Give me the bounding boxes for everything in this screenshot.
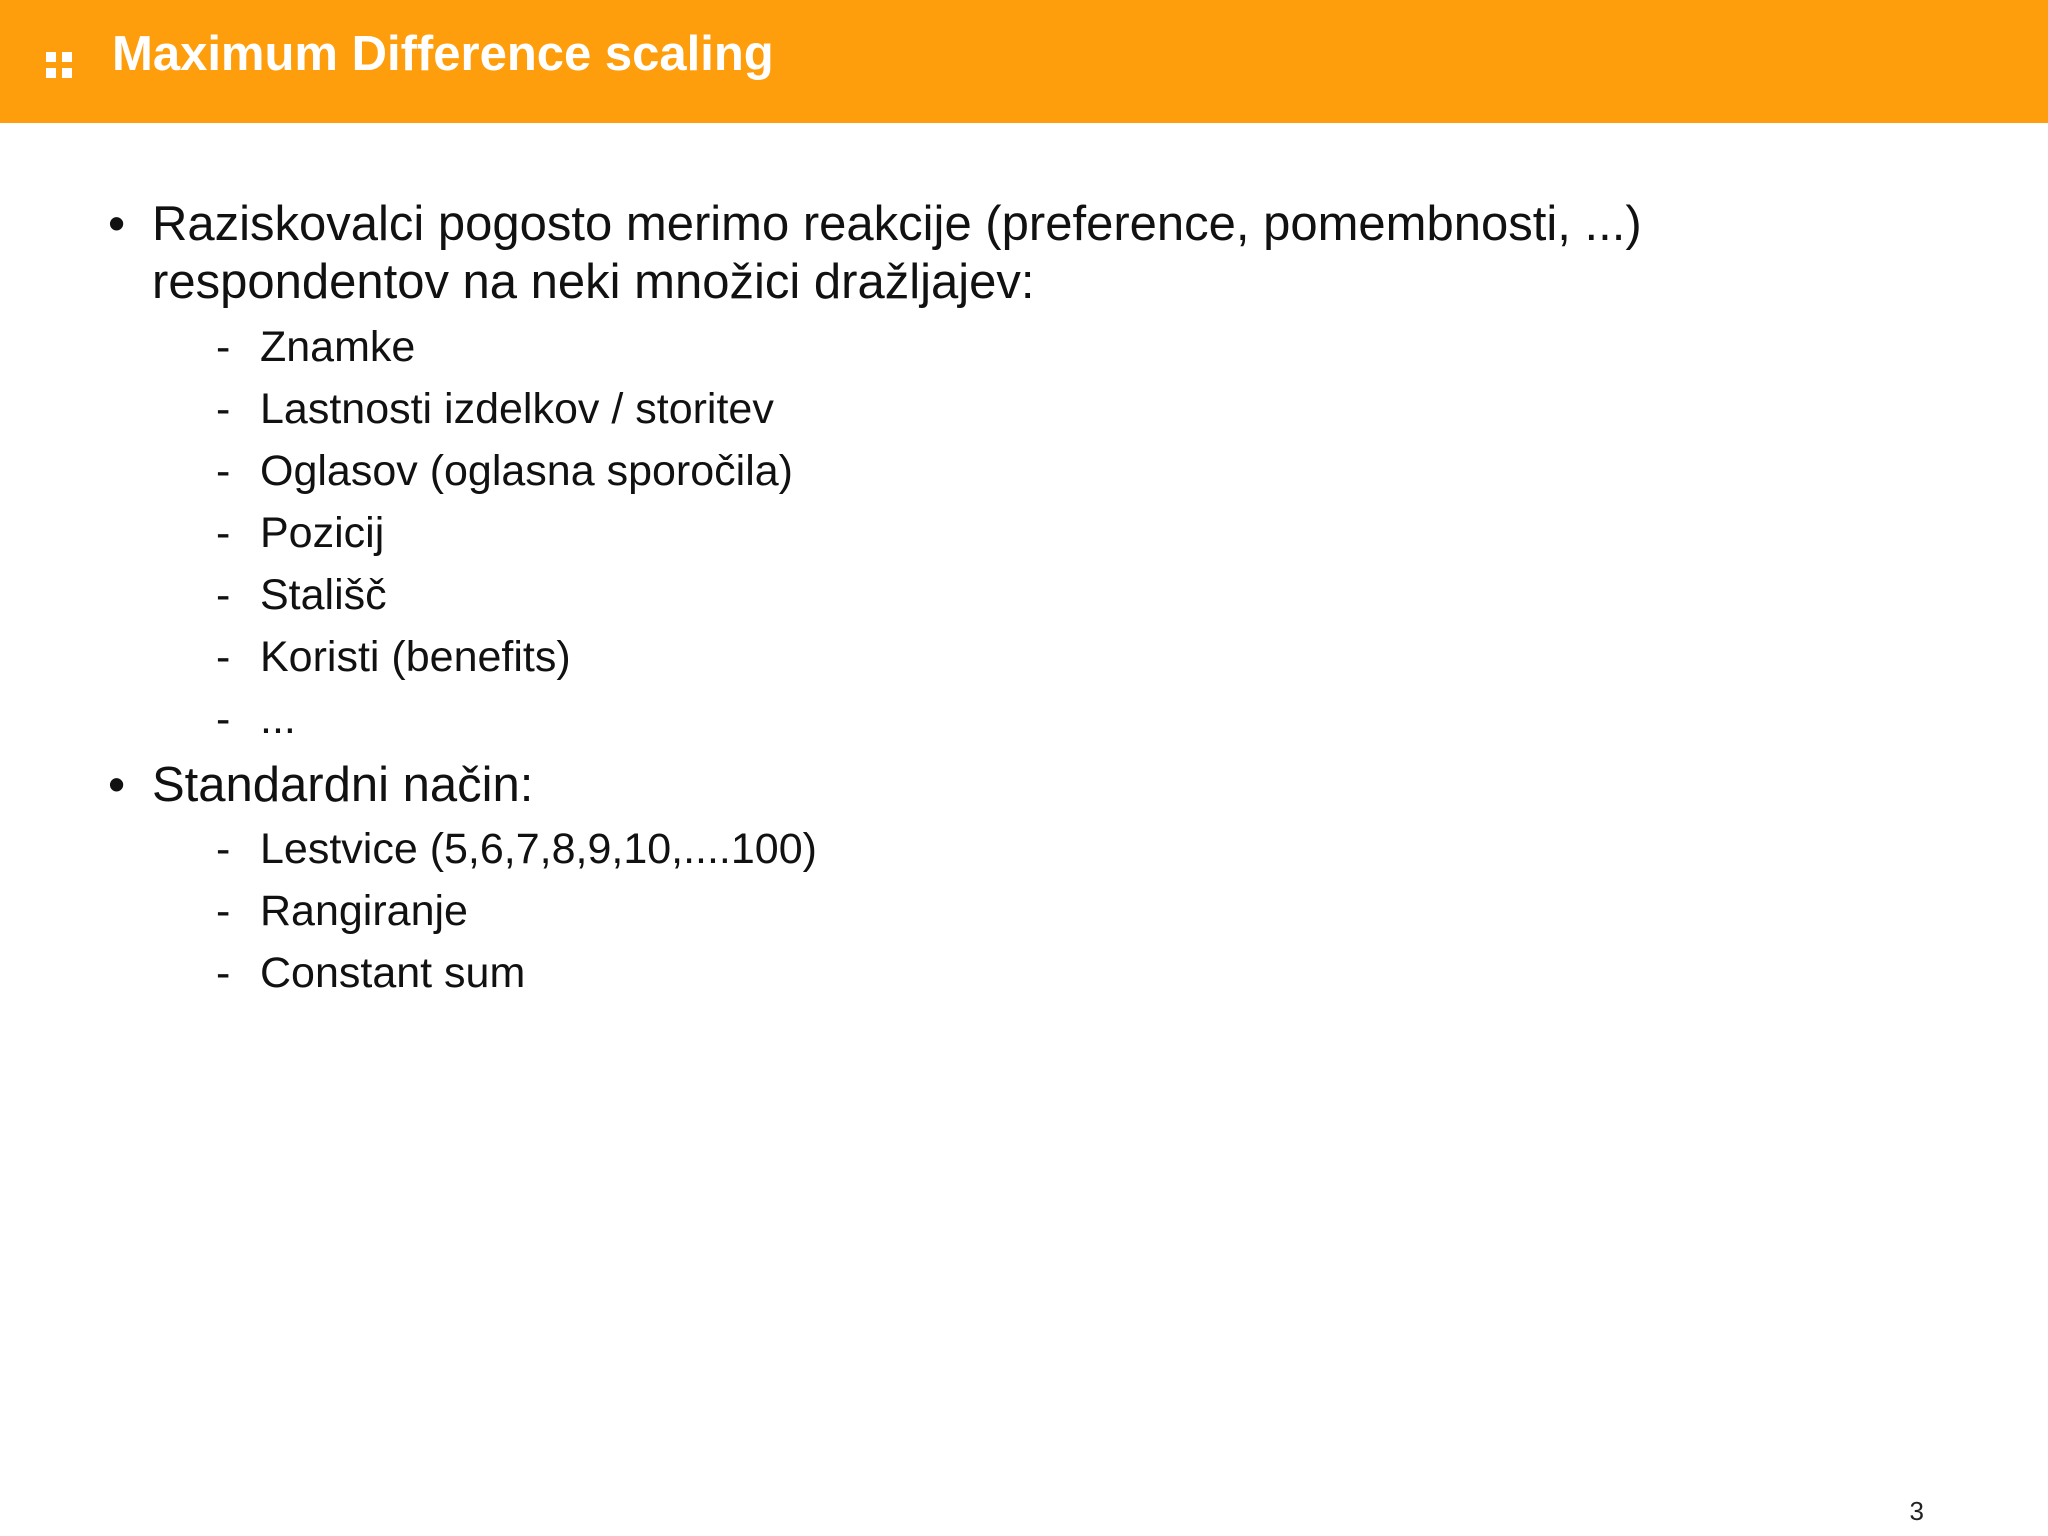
title-bar [0, 0, 2048, 123]
dash-marker: - [216, 887, 231, 935]
bullet-text: Raziskovalci pogosto merimo reakcije (preference, pomembnosti, ...) respondentov na neki množici dražljajev: [152, 197, 1642, 309]
dash-marker: - [216, 571, 231, 619]
dash-marker: - [216, 385, 231, 433]
sub-item [216, 321, 416, 373]
sub-item [216, 823, 817, 875]
sub-item [216, 885, 468, 937]
dash-marker: - [216, 323, 231, 371]
dash-marker: - [216, 447, 231, 495]
sub-item [216, 445, 793, 497]
sub-item [216, 631, 571, 683]
page-number: 3 [1909, 1496, 1924, 1526]
slide-title: Maximum Difference scaling [112, 27, 774, 81]
sub-item-text: Oglasov (oglasna sporočila) [260, 447, 793, 495]
sub-item-text: Pozicij [260, 509, 385, 557]
sub-item-text: Lestvice (5,6,7,8,9,10,....100) [260, 825, 817, 873]
dash-marker: - [216, 825, 231, 873]
title-grid-icon [46, 48, 76, 78]
sub-item [216, 383, 774, 435]
bullet-text: Standardni način: [152, 758, 534, 812]
sub-item [216, 947, 526, 999]
dash-marker: - [216, 695, 231, 743]
dash-marker: - [216, 633, 231, 681]
sub-item [216, 507, 385, 559]
sub-item-text: Lastnosti izdelkov / storitev [260, 385, 774, 433]
sub-item-text: Stališč [260, 571, 387, 619]
sub-item [216, 693, 296, 745]
dash-marker: - [216, 949, 231, 997]
bullet-marker: • [108, 758, 126, 812]
sub-item-text: Rangiranje [260, 887, 468, 935]
sub-item-text: ... [260, 695, 296, 743]
sub-item [216, 569, 387, 621]
bullet-item [108, 756, 1952, 814]
bullet-item [108, 195, 1952, 311]
dash-marker: - [216, 509, 231, 557]
bullet-marker: • [108, 197, 126, 251]
sub-item-text: Znamke [260, 323, 416, 371]
sub-item-text: Koristi (benefits) [260, 633, 571, 681]
sub-item-text: Constant sum [260, 949, 526, 997]
